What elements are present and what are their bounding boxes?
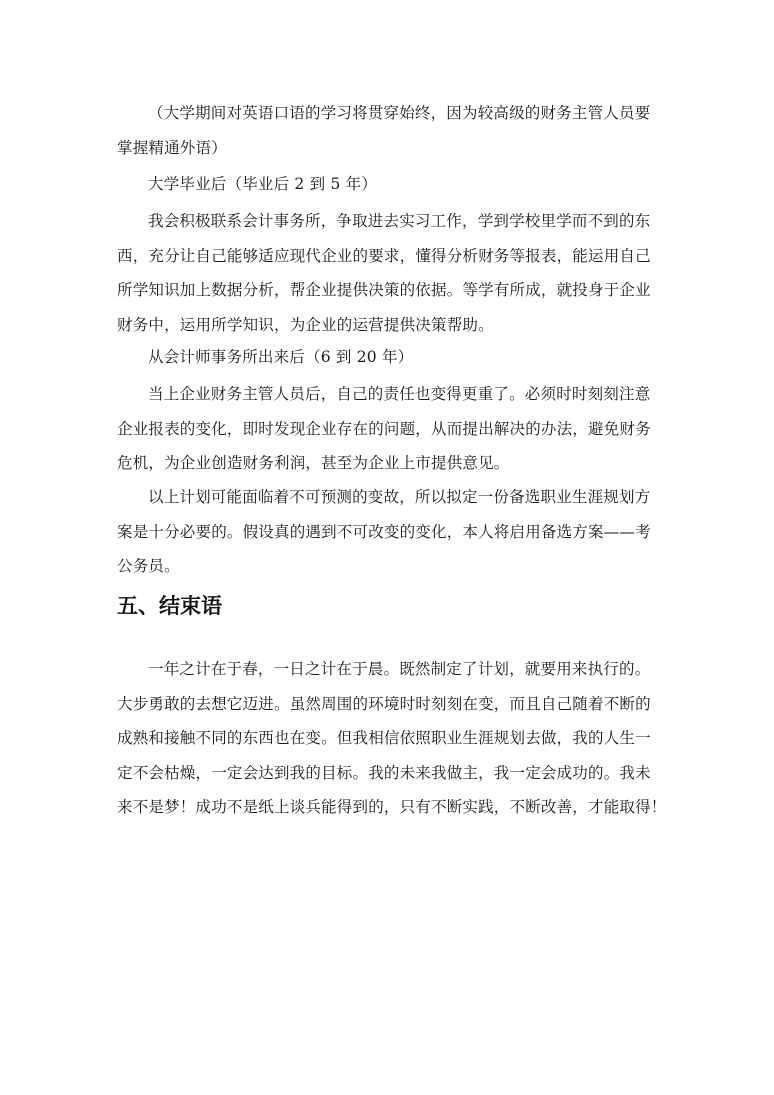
text-line: 掌握精通外语） [117, 138, 227, 157]
text-line: 公务员。 [117, 557, 180, 575]
text-line: 定不会枯燥，一定会达到我的目标。我的未来我做主，我一定会成功的。我未 [117, 763, 651, 782]
paragraph-backup-plan [117, 480, 657, 584]
text-line: 大步勇敢的去想它迈进。虽然周围的环境时时刻刻在变，而且自己随着不断的 [117, 694, 651, 713]
text-line: 企业报表的变化，即时发现企业存在的问题，从而提出解决的办法，避免财务 [117, 419, 651, 438]
text-line: 西，充分让自己能够适应现代企业的要求，懂得分析财务等报表，能运用自己 [117, 246, 651, 265]
text-line: 所学知识加上数据分析，帮企业提供决策的依据。等学有所成，就投身于企业 [117, 281, 651, 299]
paragraph-finance-manager-plan [117, 377, 657, 481]
text-line: 大学毕业后（毕业后 2 到 5 年） [148, 175, 378, 193]
text-line: 危机，为企业创造财务利润，甚至为企业上市提供意见。 [117, 454, 510, 472]
text-line: （大学期间对英语口语的学习将贯穿始终，因为较高级的财务主管人员要 [148, 104, 651, 122]
paragraph-conclusion [117, 652, 667, 825]
subheading-after-firm [117, 340, 657, 375]
paragraph-english-study-note [117, 96, 657, 165]
subheading-after-graduation [117, 167, 657, 202]
text-line: 以上计划可能面临着不可预测的变故，所以拟定一份备选职业生涯规划方 [148, 488, 651, 506]
text-line: 从会计师事务所出来后（6 到 20 年） [148, 348, 414, 366]
text-line: 我会积极联系会计事务所，争取进去实习工作，学到学校里学而不到的东 [148, 212, 651, 230]
paragraph-accounting-firm-plan [117, 204, 657, 342]
text-line: 财务中，运用所学知识，为企业的运营提供决策帮助。 [117, 315, 494, 334]
text-line: 一年之计在于春，一日之计在于晨。既然制定了计划，就要用来执行的。 [148, 660, 651, 678]
text-line: 案是十分必要的。假设真的遇到不可改变的变化，本人将启用备选方案——考 [117, 522, 651, 541]
text-line: 成熟和接触不同的东西也在变。但我相信依照职业生涯规划去做，我的人生一 [117, 729, 651, 747]
text-line: 当上企业财务主管人员后，自己的责任也变得更重了。必须时时刻刻注意 [148, 385, 651, 403]
text-line: 来不是梦！成功不是纸上谈兵能得到的，只有不断实践，不断改善，才能取得！ [117, 798, 667, 816]
section-heading-conclusion: 五、结束语 [117, 594, 222, 618]
